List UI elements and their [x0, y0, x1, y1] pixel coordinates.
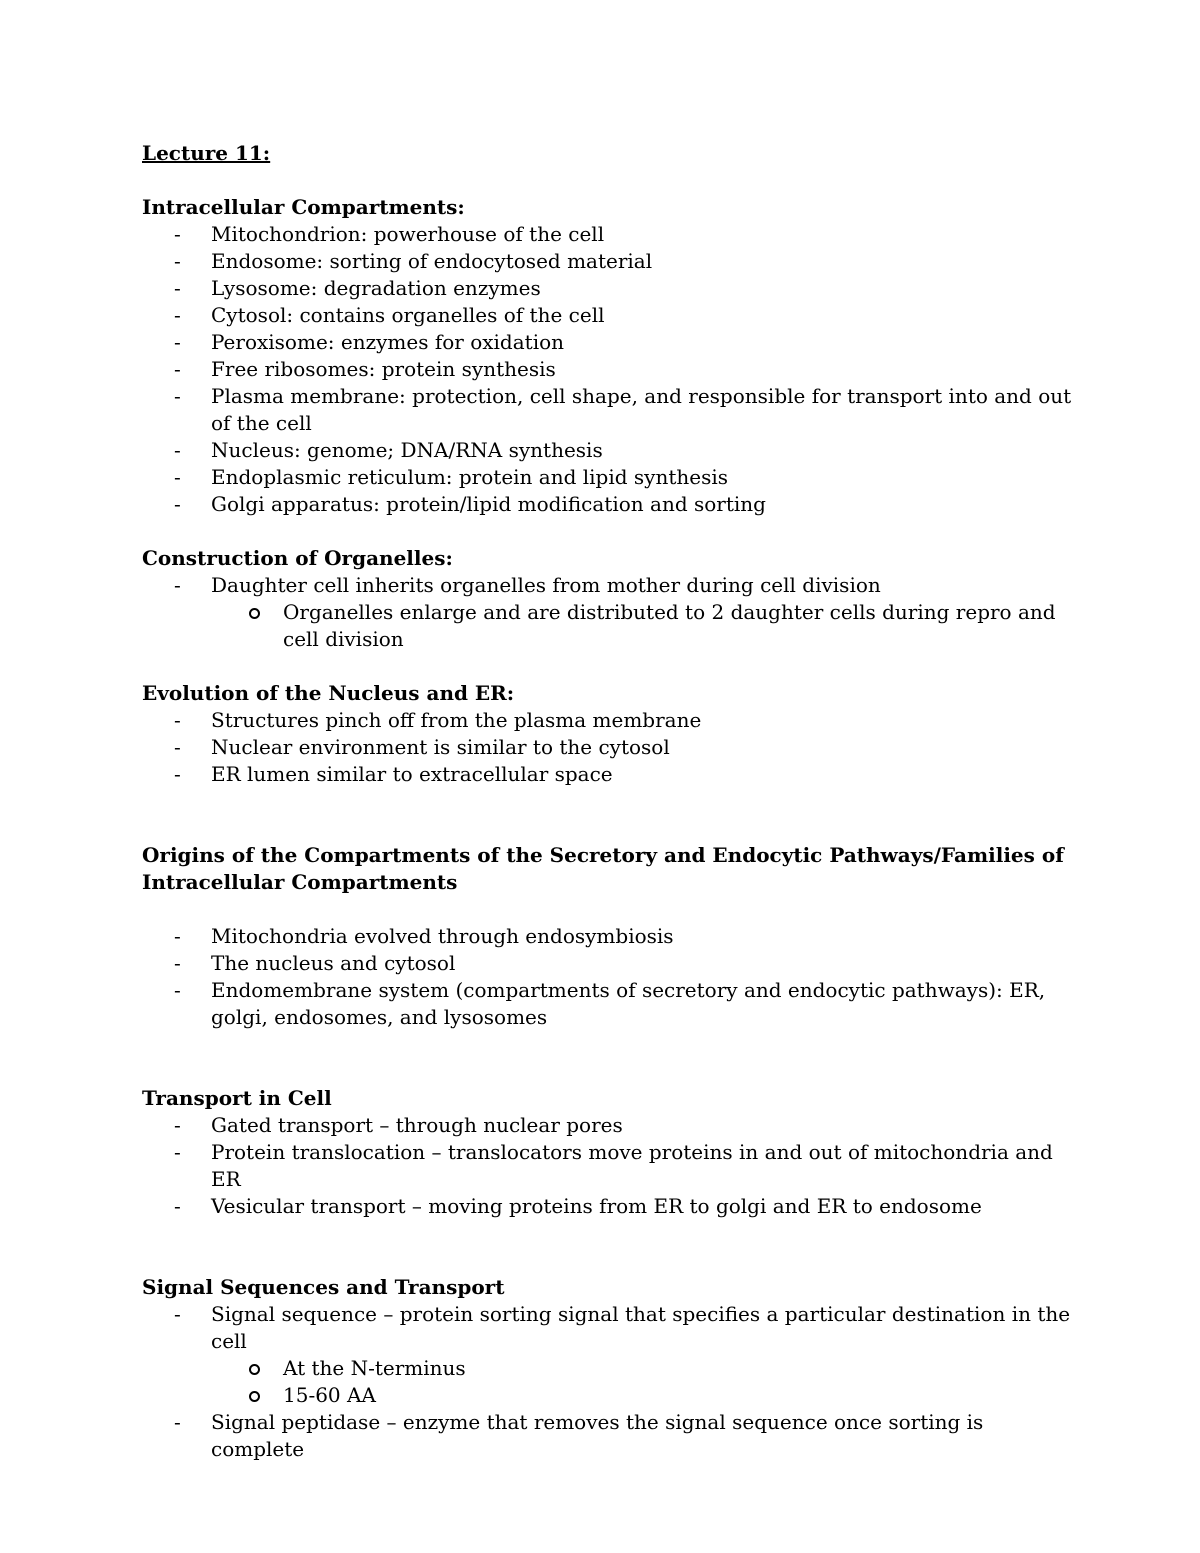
section-evolution-nucleus-er [142, 680, 1072, 788]
list-item [142, 707, 1072, 734]
list-item-text: The nucleus and cytosol [211, 951, 456, 975]
dash-bullet: - [174, 303, 181, 327]
dash-bullet: - [174, 573, 181, 597]
list-item-text: Free ribosomes: protein synthesis [211, 357, 556, 381]
sub-list-item-text: Organelles enlarge and are distributed to 2 daughter cells during repro and cell division [283, 600, 1056, 651]
list-item [142, 248, 1072, 275]
section-transport-in-cell [142, 1085, 1072, 1220]
section-heading: Evolution of the Nucleus and ER: [142, 681, 515, 705]
list-item [142, 734, 1072, 761]
list-item [142, 491, 1072, 518]
spacer [142, 788, 1072, 842]
list-item [142, 356, 1072, 383]
list-item-text: Signal peptidase – enzyme that removes the signal sequence once sorting is complete [211, 1410, 984, 1461]
sub-list-item [211, 1382, 1072, 1409]
sub-bullet-list [142, 1355, 1072, 1409]
list-item-text: Vesicular transport – moving proteins from ER to golgi and ER to endosome [211, 1194, 982, 1218]
list-item [142, 977, 1072, 1031]
sub-list-item-text: At the N-terminus [283, 1356, 466, 1380]
bullet-list [142, 572, 1072, 653]
list-item-text: Cytosol: contains organelles of the cell [211, 303, 605, 327]
spacer [142, 518, 1072, 545]
list-item [142, 383, 1072, 437]
list-item-text: Mitochondrion: powerhouse of the cell [211, 222, 605, 246]
dash-bullet: - [174, 708, 181, 732]
spacer [142, 896, 1072, 923]
list-item-text: Endosome: sorting of endocytosed material [211, 249, 653, 273]
section-origins-of-compartments [142, 842, 1072, 1031]
list-item-text: Mitochondria evolved through endosymbiosis [211, 924, 674, 948]
lecture-title: Lecture 11: [142, 141, 271, 165]
section-construction-of-organelles [142, 545, 1072, 653]
dash-bullet: - [174, 249, 181, 273]
bullet-list [142, 1301, 1072, 1463]
section-intracellular-compartments [142, 194, 1072, 518]
dash-bullet: - [174, 222, 181, 246]
spacer [142, 1031, 1072, 1085]
list-item [142, 1139, 1072, 1193]
bullet-list [142, 1112, 1072, 1220]
list-item [142, 950, 1072, 977]
bullet-list [142, 221, 1072, 518]
list-item-text: Peroxisome: enzymes for oxidation [211, 330, 565, 354]
dash-bullet: - [174, 762, 181, 786]
section-signal-sequences [142, 1274, 1072, 1463]
list-item [142, 761, 1072, 788]
sub-list-item-text: 15-60 AA [283, 1383, 376, 1407]
list-item [142, 572, 1072, 653]
circle-bullet-icon [249, 608, 260, 619]
list-item [142, 302, 1072, 329]
dash-bullet: - [174, 1113, 181, 1137]
dash-bullet: - [174, 465, 181, 489]
dash-bullet: - [174, 357, 181, 381]
section-heading: Intracellular Compartments: [142, 195, 465, 219]
spacer [142, 653, 1072, 680]
dash-bullet: - [174, 276, 181, 300]
circle-bullet-icon [249, 1364, 260, 1375]
list-item [142, 1193, 1072, 1220]
bullet-list [142, 923, 1072, 1031]
list-item [142, 437, 1072, 464]
dash-bullet: - [174, 1194, 181, 1218]
dash-bullet: - [174, 330, 181, 354]
dash-bullet: - [174, 1140, 181, 1164]
section-heading: Signal Sequences and Transport [142, 1275, 505, 1299]
sub-list-item [211, 599, 1072, 653]
list-item-text: Structures pinch off from the plasma membrane [211, 708, 702, 732]
list-item [142, 464, 1072, 491]
dash-bullet: - [174, 492, 181, 516]
section-heading: Origins of the Compartments of the Secretory and Endocytic Pathways/Families of Intracellular Compartments [142, 843, 1064, 894]
list-item [142, 923, 1072, 950]
dash-bullet: - [174, 951, 181, 975]
list-item [142, 1301, 1072, 1409]
list-item-text: Nucleus: genome; DNA/RNA synthesis [211, 438, 603, 462]
dash-bullet: - [174, 978, 181, 1002]
spacer [142, 1220, 1072, 1274]
sub-bullet-list [142, 599, 1072, 653]
list-item-text: Protein translocation – translocators move proteins in and out of mitochondria and ER [211, 1140, 1053, 1191]
sub-list-item [211, 1355, 1072, 1382]
document-page [142, 140, 1072, 1463]
list-item-text: Nuclear environment is similar to the cytosol [211, 735, 670, 759]
dash-bullet: - [174, 438, 181, 462]
dash-bullet: - [174, 735, 181, 759]
dash-bullet: - [174, 1302, 181, 1326]
section-heading: Transport in Cell [142, 1086, 332, 1110]
list-item-text: ER lumen similar to extracellular space [211, 762, 613, 786]
bullet-list [142, 707, 1072, 788]
list-item-text: Endoplasmic reticulum: protein and lipid synthesis [211, 465, 729, 489]
list-item-text: Endomembrane system (compartments of secretory and endocytic pathways): ER, golgi, endosomes, and lysosomes [211, 978, 1046, 1029]
list-item [142, 1112, 1072, 1139]
list-item-text: Lysosome: degradation enzymes [211, 276, 541, 300]
list-item [142, 329, 1072, 356]
list-item [142, 221, 1072, 248]
list-item [142, 275, 1072, 302]
list-item-text: Daughter cell inherits organelles from mother during cell division [211, 573, 881, 597]
list-item [142, 1409, 1072, 1463]
section-heading: Construction of Organelles: [142, 546, 453, 570]
dash-bullet: - [174, 384, 181, 408]
dash-bullet: - [174, 1410, 181, 1434]
list-item-text: Plasma membrane: protection, cell shape, and responsible for transport into and out of the cell [211, 384, 1072, 435]
circle-bullet-icon [249, 1391, 260, 1402]
list-item-text: Gated transport – through nuclear pores [211, 1113, 623, 1137]
list-item-text: Golgi apparatus: protein/lipid modification and sorting [211, 492, 766, 516]
list-item-text: Signal sequence – protein sorting signal that specifies a particular destination in the cell [211, 1302, 1071, 1353]
dash-bullet: - [174, 924, 181, 948]
